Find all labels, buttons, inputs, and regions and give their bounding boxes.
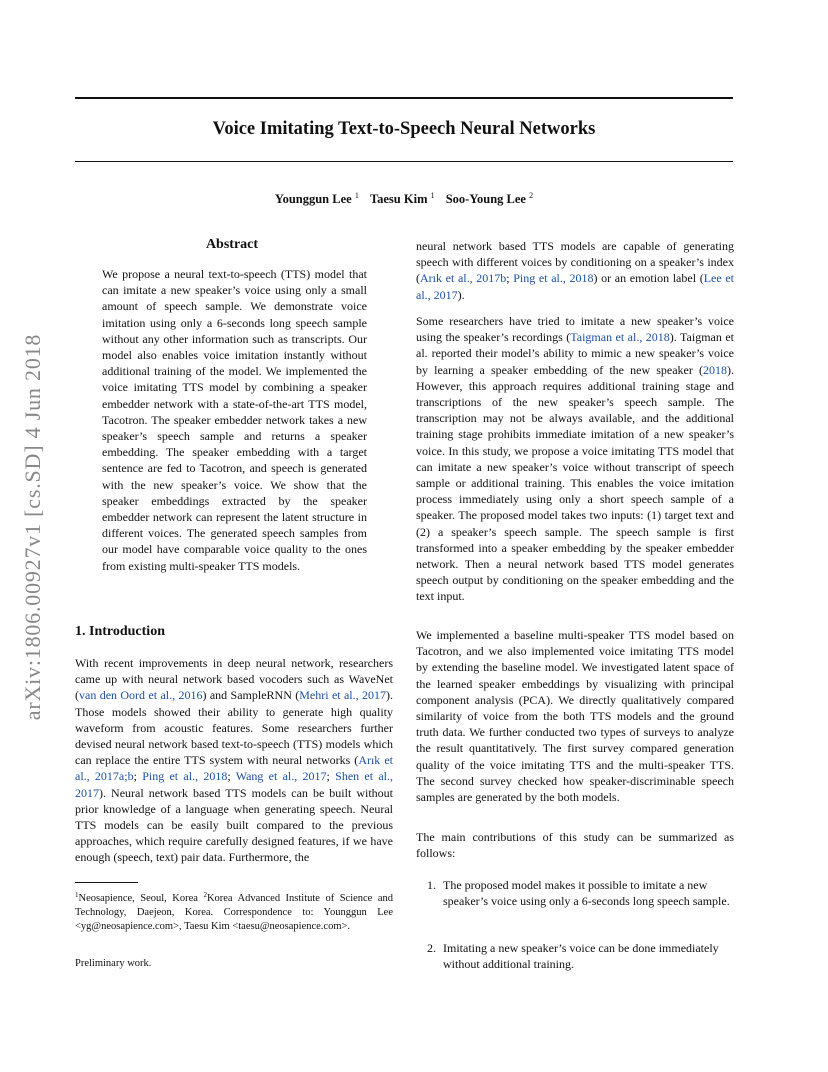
right-paragraph-continuation: neural network based TTS models are capable of generating speech with different voices by conditioning on a speaker’s index (Arık et al., 2017b; Ping et al., 2018) or an emotion label (Lee et al., 2017). [416,239,734,302]
title-bottom-rule [75,161,733,162]
citation-link[interactable]: Shen et al., 2017 [75,769,393,800]
section-heading-introduction: 1. Introduction [75,624,165,639]
contribution-list-item: 2. Imitating a new speaker’s voice can be done immediately without additional training. [427,941,719,972]
contribution-list-item: 1. The proposed model makes it possible to imitate a new speaker’s voice using only a 6-seconds long speech sample. [427,878,730,909]
citation-link[interactable]: Arık et al., 2017b [420,271,507,286]
preliminary-work-note: Preliminary work. [75,958,152,969]
footnote-rule [75,882,138,883]
citation-link[interactable]: Ping et al., 2018 [142,769,228,784]
citation-link[interactable]: Lee et al., 2017 [416,271,734,302]
affiliation-footnote: $^1$Neosapience, Seoul, Korea $^2$Korea Advanced Institute of Science and Technology, Daejeon, Korea. Correspondence to: Younggun Lee <yg@neosapience.com>, Taesu Kim <taesu@neosapience.com>. [75,891,393,933]
author-list [75,191,733,207]
title-top-rule [75,97,733,99]
intro-paragraph: With recent improvements in deep neural network, researchers came up with neural network based vocoders such as WaveNet (van den Oord et al., 2016) and SampleRNN (Mehri et al., 2017). Those models showed their ability to generate high quality waveform from acoustic features. Some researchers further devised neural network based text-to-speech (TTS) models which can replace the entire TTS system with neural networks (Arık et al., 2017a;b; Ping et al., 2018; Wang et al., 2017; Shen et al., 2017). Neural network based TTS models can be built without prior knowledge of a language when generating speech. Neural TTS models can be easily built compared to the previous approaches, which require carefully designed features, if we have enough (speech, text) pair data. Furthermore, the [75,656,394,865]
right-paragraph-related-work: Some researchers have tried to imitate a new speaker’s voice using the speaker’s recordings (Taigman et al., 2018). Taigman et al. reported their model’s ability to mimic a new speaker’s voice by learning a speaker embedding of the new speaker (2018). However, this approach requires additional training stage and transcriptions of the new speaker’s speech sample. The transcription may not be always available, and the additional training stage prohibits immediate imitation of a new speaker’s voice. In this study, we propose a voice imitating TTS model that can imitate a new speaker’s voice without transcript of speech sample or additional training. This enables the voice imitation process immediately using only a short speech sample of a speaker. The proposed model takes two inputs: (1) target text and (2) a speaker’s speech sample. The speech sample is first transformed into a speaker embedding by the speaker embedder network. Then a neural network based TTS model generates speech output by conditioning on the speaker embedding and the text input. [416,314,734,604]
citation-link[interactable]: 2018 [703,362,727,377]
paper-title: Voice Imitating Text-to-Speech Neural Networks [212,119,596,139]
citation-link[interactable]: Ping et al., 2018 [513,271,594,286]
abstract-heading: Abstract [205,237,259,252]
citation-link[interactable]: van den Oord et al., 2016 [79,688,203,703]
arxiv-sidebar [20,297,46,757]
abstract-text: We propose a neural text-to-speech (TTS) model that can imitate a new speaker’s voice using only a small amount of speech sample. We demonstrate voice imitation using only a 6-seconds long speech sample without any other information such as transcripts. Our model also enables voice imitation instantly without additional training of the model. We implemented the voice imitating TTS model by combining a speaker embedder network with a state-of-the-art TTS model, Tacotron. The speaker embedder network takes a new speaker’s speech sample and returns a speaker embedding. The speaker embedding with a target sentence are fed to Tacotron, and speech is generated with the new speaker’s voice. We show that the speaker embeddings extracted by the speaker embedder network can represent the latent structure in different voices. The generated speech samples from our model have comparable voice quality to the ones from existing multi-speaker TTS models. [102,267,367,573]
arxiv-identifier: arXiv:1806.00927v1 [cs.SD] 4 Jun 2018 [20,333,45,721]
citation-link[interactable]: Wang et al., 2017 [235,769,327,784]
author: Younggun Lee $^1$ [274,191,359,206]
author: Soo-Young Lee $^2$ [445,191,534,206]
citation-link[interactable]: Arık et al., 2017a;b [75,753,393,784]
author: Taesu Kim $^1$ [369,191,435,206]
citation-link[interactable]: Taigman et al., 2018 [570,330,670,345]
citation-link[interactable]: Mehri et al., 2017 [299,688,387,703]
right-paragraph-contributions-intro: The main contributions of this study can be summarized as follows: [416,830,734,861]
right-paragraph-implementation: We implemented a baseline multi-speaker TTS model based on Tacotron, and we also implemented voice imitating TTS model by extending the baseline model. We investigated latent space of the learned speaker embeddings by visualizing with principal component analysis (PCA). We directly qualitatively compared similarity of voice from the both TTS models and the ground truth data. We further conducted two types of surveys to analyze the result quantitatively. The first survey compared generation quality of the voice imitating TTS and the multi-speaker TTS. The second survey checked how speaker-discriminable speech samples are generated by the both models. [416,628,734,805]
